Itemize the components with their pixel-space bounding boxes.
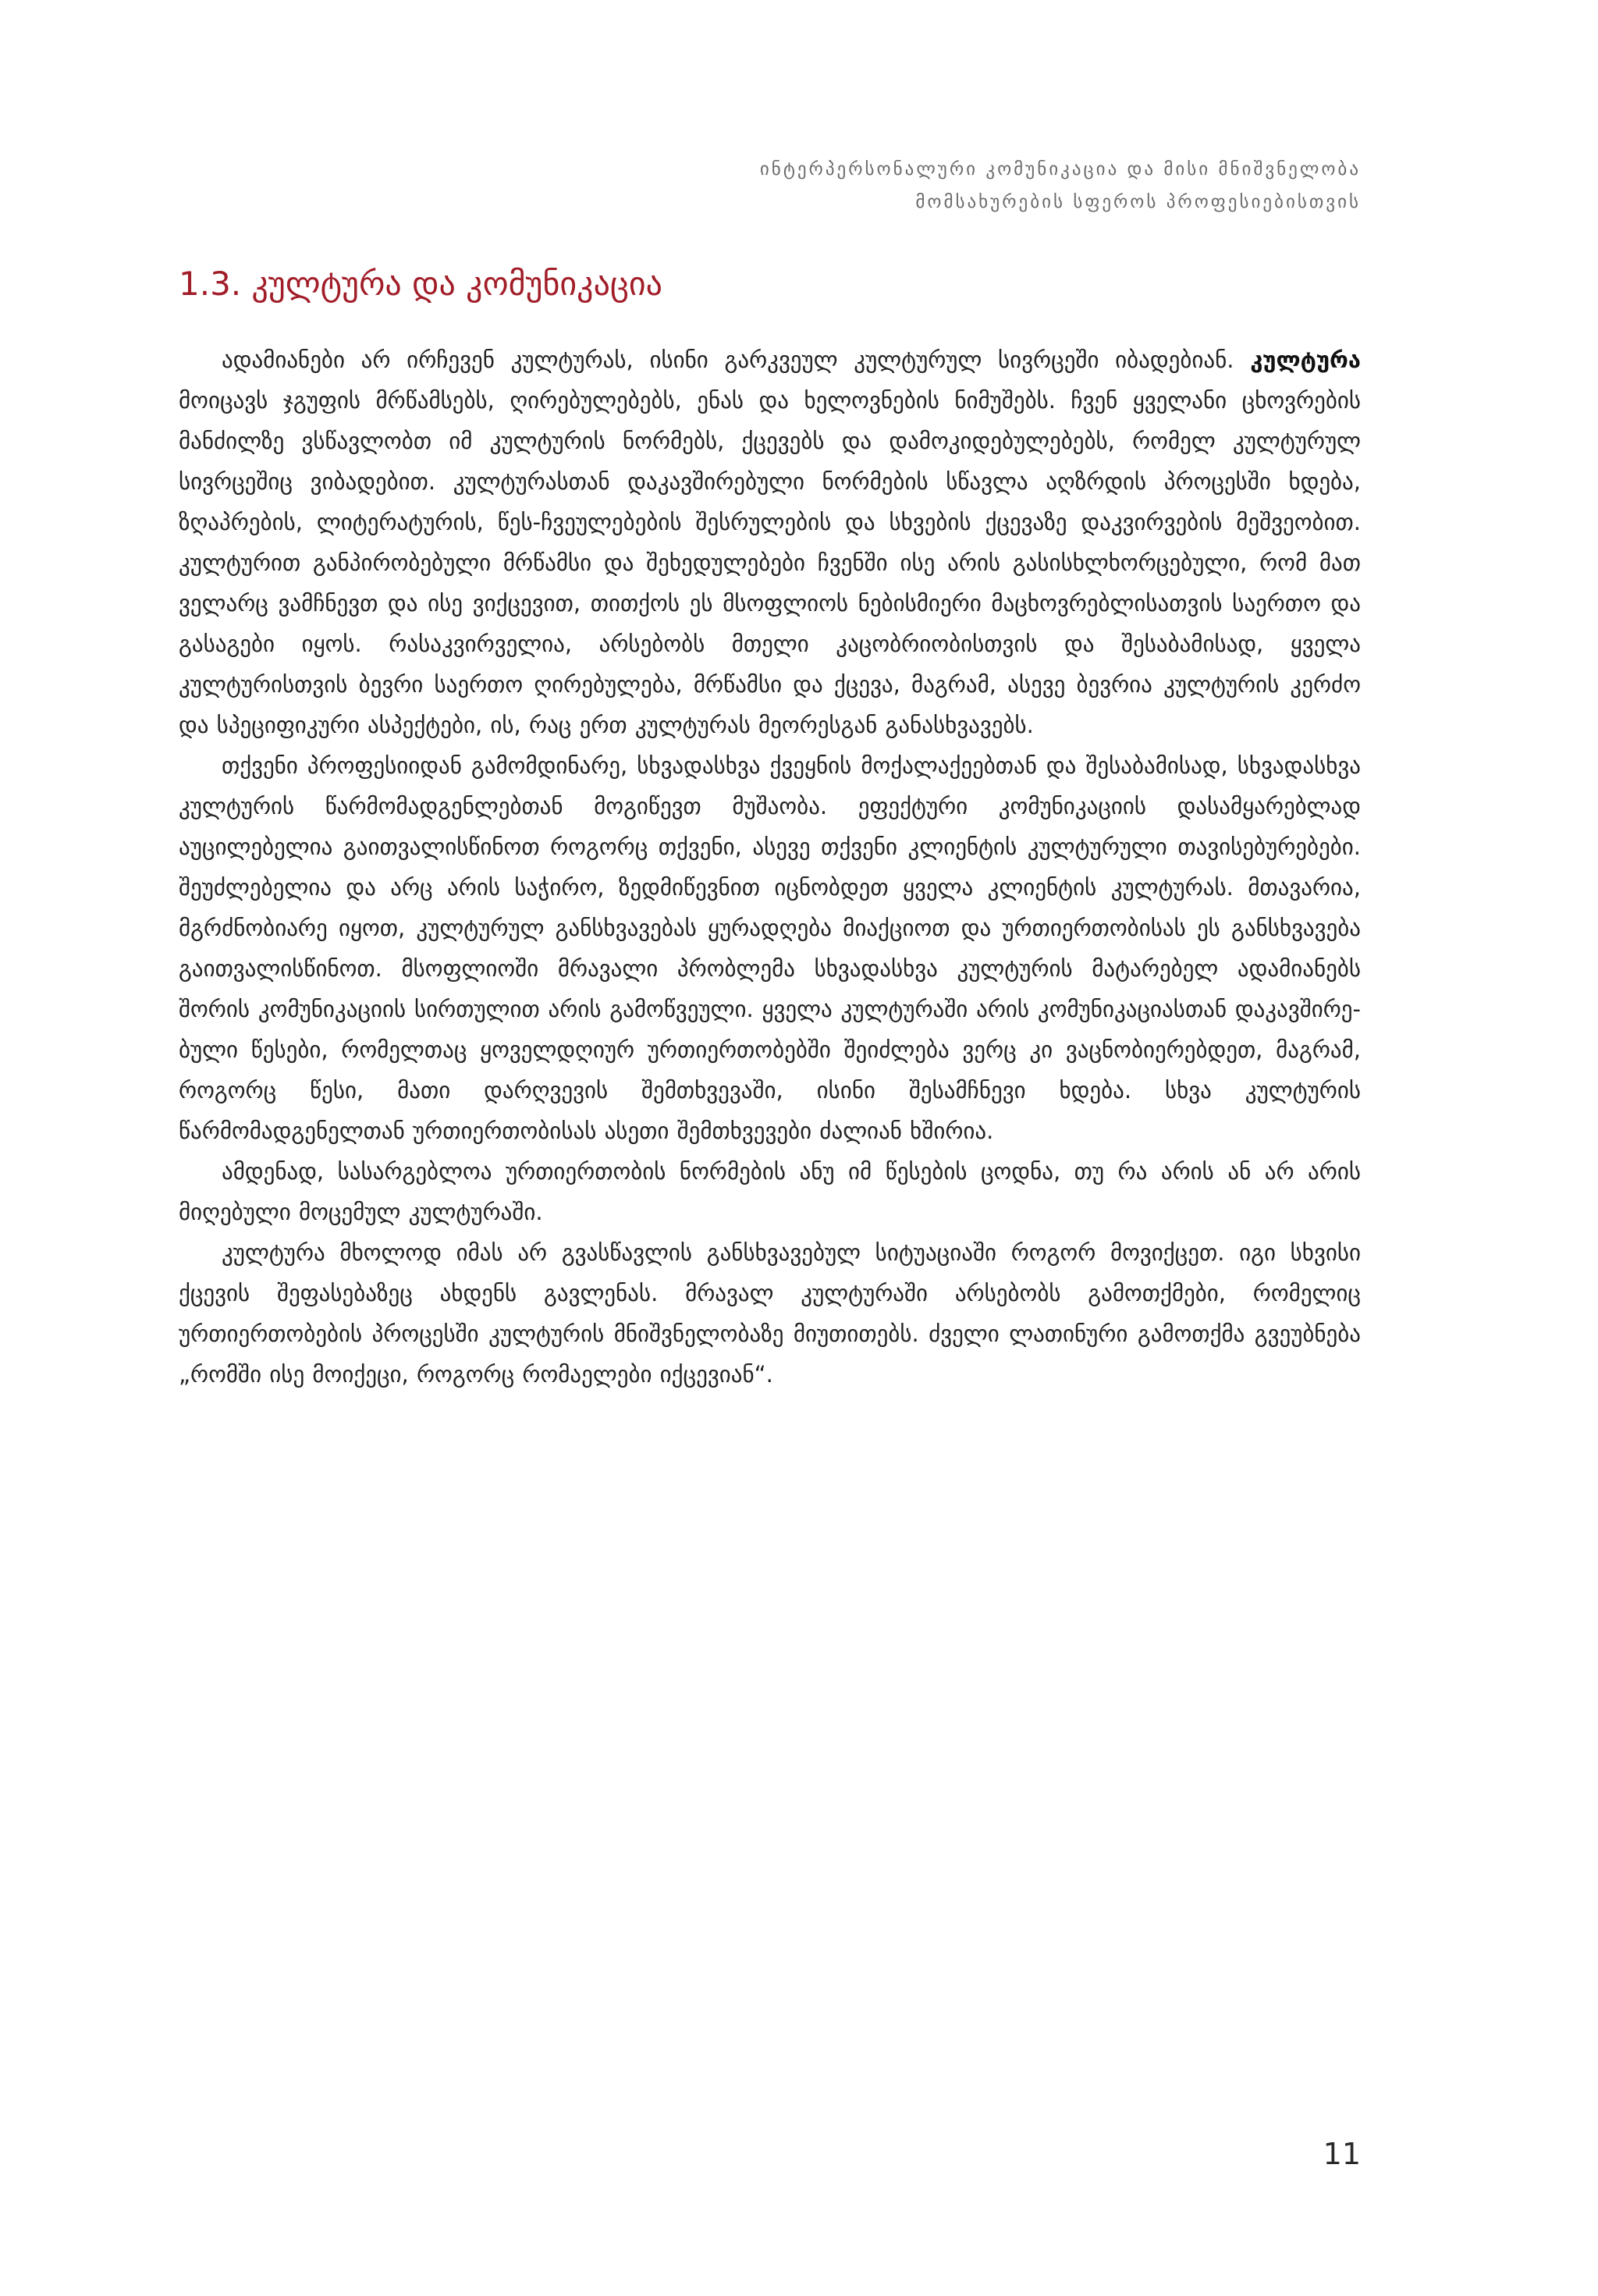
paragraph-2: თქვენი პროფესიიდან გამომდინარე, სხვადასხვა ქვეყნის მოქალაქეებთან და შესაბამისად, სხვადასხვა კულტურის წარმომადგენლებთან მოგიწევთ მუშაობა. ეფექტური კომუნიკაციის დასამყარებლად აუცილებელია გაითვალისწინოთ როგორც თქვენი, ასევე თქვენი კლიენტის კულტურული თავისებურებები. შეუძლებელია და არც არის საჭირო, ზედმიწევნით იცნობდეთ ყველა კლიენტის კულტურას. მთავარია, მგრძნობიარე იყოთ, კულტურულ განსხვავებას ყურადღება მიაქციოთ და ურთიერთობისას ეს განსხვავება გაითვალისწინოთ. მსოფლიოში მრავალი პრობლემა სხვადასხვა კულტურის მატარებელ ადამიანებს შორის კომუნიკაციის სირთულით არის გამოწვეული. ყველა კულტურაში არის კომუნიკაციასთან დაკავშირებული წესები, რომელთაც ყოველდღიურ ურთიერთობებში შეიძლება ვერც კი ვაცნობიერებდეთ, მაგრამ, როგორც წესი, მათი დარღვევის შემთხვევაში, ისინი შესამჩნევი ხდება. სხვა კულტურის წარმომადგენელთან ურთიერთობისას ასეთი შემთხვევები ძალიან ხშირია. (179, 752, 1361, 1144)
paragraph-3: ამდენად, სასარგებლოა ურთიერთობის ნორმების ანუ იმ წესების ცოდნა, თუ რა არის ან არ არის მიღებული მოცემულ კულტურაში. (179, 1158, 1361, 1225)
paragraph-4: კულტურა მხოლოდ იმას არ გვასწავლის განსხვავებულ სიტუაციაში როგორ მოვიქცეთ. იგი სხვისი ქცევის შეფასებაზეც ახდენს გავლენას. მრავალ კულტურაში არსებობს გამოთქმები, რომელიც ურთიერთობების პროცესში კულტურის მნიშვნელობაზე მიუთითებს. ძველი ლათინური გამოთქმა გვეუბნება „რომში ისე მოიქეცი, როგორც რომაელები იქცევიან“. (179, 1239, 1361, 1388)
term-culture-bold: კულტურა (1250, 347, 1361, 373)
page-number: 11 (1323, 2137, 1361, 2171)
running-header (268, 153, 1361, 219)
running-header-line-1: ინტერპერსონალური კომუნიკაცია და მისი მნიშვნელობა (759, 159, 1361, 179)
running-header-line-2: მომსახურების სფეროს პროფესიებისთვის (915, 192, 1361, 212)
body-text (179, 339, 1361, 1395)
paragraph-1 (179, 339, 1361, 745)
paragraph-1-lead: ადამიანები არ ირჩევენ კულტურას, ისინი გარკვეულ კულტურულ სივრცეში იბადებიან. (222, 347, 1251, 373)
paragraph-1-rest: მოიცავს ჯგუფის მრწამსებს, ღირებულებებს, ენას და ხელოვნების ნიმუშებს. ჩვენ ყველანი ცხოვრების მანძილზე ვსწავლობთ იმ კულტურის ნორმებს, ქცევებს და დამოკიდებულებებს, რომელ კულტურულ სივრცეშიც ვიბადებით. კულტურასთან დაკავშირებული ნორმების სწავლა აღზრდის პროცესში ხდება, ზღაპრების, ლიტერატურის, წეს-ჩვეულებების შესრულების და სხვების ქცევაზე დაკვირვების მეშვეობით. კულტურით განპირობებული მრწამსი და შეხედულებები ჩვენში ისე არის გასისხლხორცებული, რომ მათ ველარც ვამჩნევთ და ისე ვიქცევით, თითქოს ეს მსოფლიოს ნებისმიერი მაცხოვრებლისათვის საერთო და გასაგები იყოს. რასაკვირველია, არსებობს მთელი კაცობრიობისთვის და შესაბამისად, ყველა კულტურისთვის ბევრი საერთო ღირებულება, მრწამსი და ქცევა, მაგრამ, ასევე ბევრია კულტურის კერძო და სპეციფიკური ასპექტები, ის, რაც ერთ კულტურას მეორესგან განასხვავებს. (179, 387, 1361, 738)
section-title: 1.3. კულტურა და კომუნიკაცია (179, 265, 662, 303)
